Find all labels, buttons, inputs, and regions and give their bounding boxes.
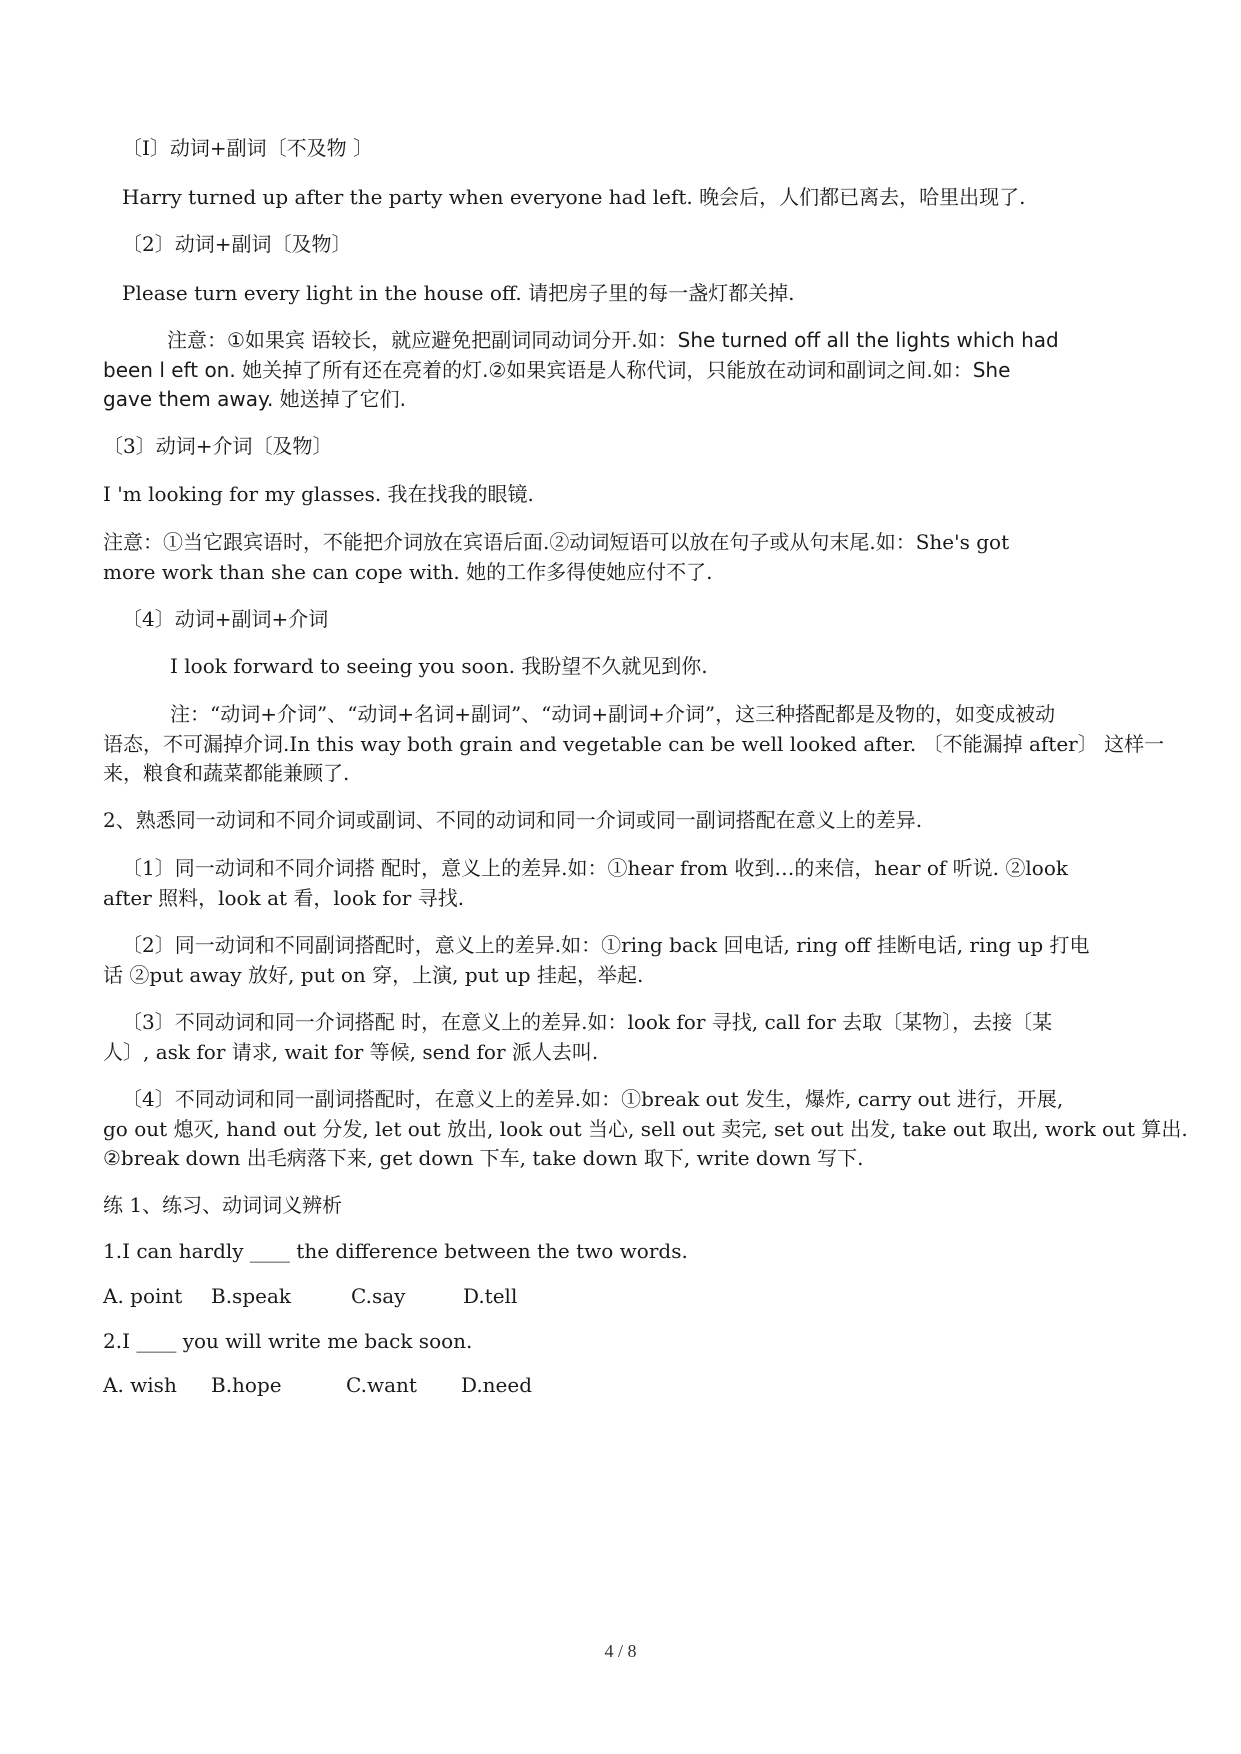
section-1-title: 〔I〕动词+副词〔不及物 〕 [122, 136, 374, 160]
part-2-item-3-line-1: 〔3〕不同动词和同一介词搭配 时，在意义上的差异.如：look for 寻找, call for 去取〔某物〕，去接〔某 [122, 1010, 1053, 1034]
q2-option-c[interactable]: C.want [346, 1373, 417, 1397]
part-2-item-4-line-3: ②break down 出毛病落下来, get down 下车, take down 取下, write down 写下. [103, 1146, 864, 1170]
note-2-line-1: 注意：①当它跟宾语时，不能把介词放在宾语后面.②动词短语可以放在句子或从句末尾.如：She's got [103, 530, 1010, 554]
part-2-item-2-line-1: 〔2〕同一动词和不同副词搭配时，意义上的差异.如：①ring back 回电话, ring off 挂断电话, ring up 打电 [122, 933, 1090, 957]
note-1-line-2: been l eft on. 她关掉了所有还在亮着的灯.②如果宾语是人称代词，只能放在动词和副词之间.如：She [103, 358, 1011, 382]
note-1-line-3: gave them away. 她送掉了它们. [103, 387, 407, 411]
q1-option-b[interactable]: B.speak [211, 1284, 291, 1308]
note-3-line-1: 注：“动词+介词”、“动词+名词+副词”、“动词+副词+介词”，这三种搭配都是及物的，如变成被动 [170, 702, 1056, 726]
section-1-example: Harry turned up after the party when everyone had left. 晚会后，人们都已离去，哈里出现了. [122, 185, 1026, 209]
part-2-item-3-line-2: 人〕, ask for 请求, wait for 等候, send for 派人去叫. [103, 1040, 599, 1064]
q1-option-c[interactable]: C.say [351, 1284, 406, 1308]
note-3-line-2: 语态，不可漏掉介词.In this way both grain and vegetable can be well looked after. 〔不能漏掉 after〕 这样一 [103, 732, 1165, 756]
page-number: 4 / 8 [604, 1641, 637, 1661]
question-2: 2.I ____ you will write me back soon. [103, 1329, 473, 1353]
note-1-line-1: 注意：①如果宾 语较长，就应避免把副词同动词分开.如：She turned off all the lights which had [167, 328, 1059, 352]
q1-option-a[interactable]: A. point [103, 1284, 183, 1308]
part-2-title: 2、熟悉同一动词和不同介词或副词、不同的动词和同一介词或同一副词搭配在意义上的差异. [103, 808, 923, 832]
part-2-item-4-line-1: 〔4〕不同动词和同一副词搭配时，在意义上的差异.如：①break out 发生，爆炸, carry out 进行，开展, [122, 1087, 1064, 1111]
note-3-line-3: 来，粮食和蔬菜都能兼顾了. [103, 761, 350, 785]
part-2-item-1-line-1: 〔1〕同一动词和不同介词搭 配时，意义上的差异.如：①hear from 收到…的来信，hear of 听说. ②look [122, 856, 1068, 880]
question-1: 1.I can hardly ____ the difference between the two words. [103, 1239, 688, 1263]
section-2-example: Please turn every light in the house off. 请把房子里的每一盏灯都关掉. [122, 281, 795, 305]
section-4-example: I look forward to seeing you soon. 我盼望不久就见到你. [170, 654, 708, 678]
q1-option-d[interactable]: D.tell [463, 1284, 518, 1308]
part-2-item-2-line-2: 话 ②put away 放好, put on 穿，上演, put up 挂起，举起. [103, 963, 644, 987]
exercise-title: 练 1、练习、动词词义辨析 [103, 1193, 343, 1217]
section-2-title: 〔2〕动词+副词〔及物〕 [122, 232, 352, 256]
part-2-item-4-line-2: go out 熄灭, hand out 分发, let out 放出, look out 当心, sell out 卖完, set out 出发, take out 取出, work out 算出. [103, 1117, 1188, 1141]
note-2-line-2: more work than she can cope with. 她的工作多得使她应付不了. [103, 560, 713, 584]
q2-option-a[interactable]: A. wish [103, 1373, 177, 1397]
section-4-title: 〔4〕动词+副词+介词 [122, 607, 329, 631]
section-3-title: 〔3〕动词+介词〔及物〕 [103, 434, 333, 458]
q2-option-d[interactable]: D.need [461, 1373, 533, 1397]
section-3-example: I 'm looking for my glasses. 我在找我的眼镜. [103, 482, 534, 506]
part-2-item-1-line-2: after 照料，look at 看，look for 寻找. [103, 886, 465, 910]
q2-option-b[interactable]: B.hope [211, 1373, 282, 1397]
